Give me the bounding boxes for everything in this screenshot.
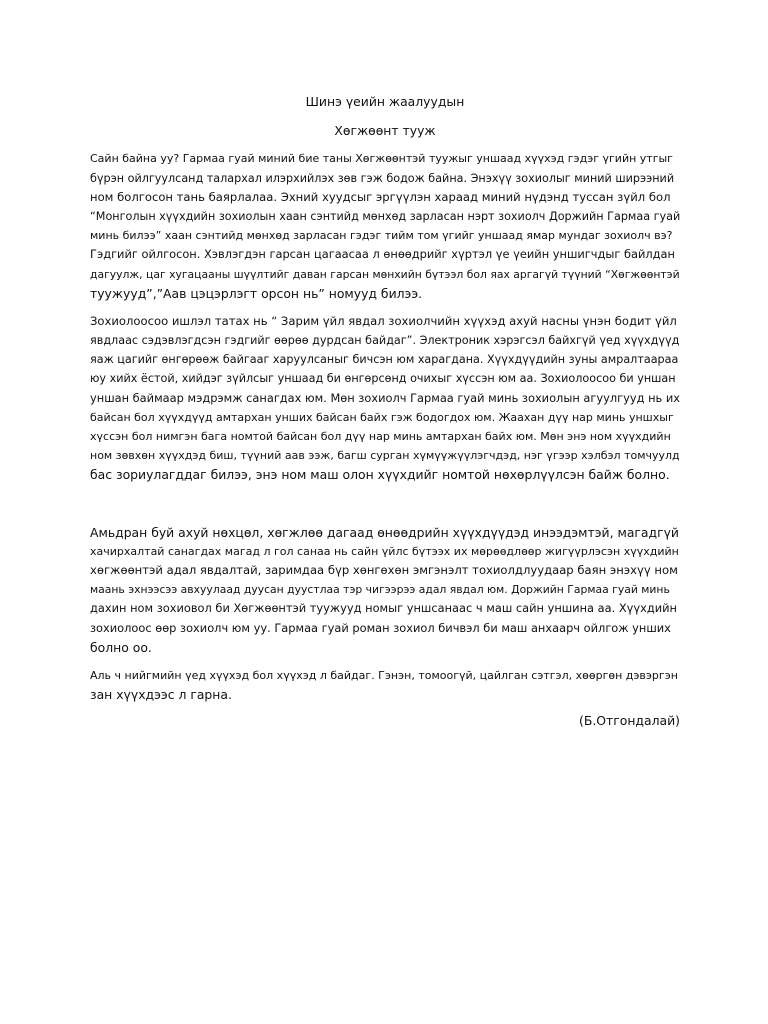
paragraph-line: зохиолоос өөр зохиолч юм уу. Гармаа гуай роман зохиол бичвэл би маш анхаарч ойлгож унших	[90, 620, 671, 635]
paragraph-line: юу хийх ёстой, хийдэг зүйлсыг уншаад би өнгөрсөнд очихыг хүссэн юм аа. Зохиолоосоо би уншан	[90, 372, 676, 386]
document-subtitle: Хөгжөөнт тууж	[334, 123, 436, 139]
paragraph-line: Амьдран буй ахуй нөхцөл, хөгжлөө дагаад өнөөдрийн хүүхдүүдэд инээдэмтэй, магадгүй	[90, 524, 679, 540]
paragraph-line: Сайн байна уу? Гармаа гуай миний бие таны Хөгжөөнтэй туужыг уншаад хүүхэд гэдэг үгийн утгыг	[90, 152, 673, 166]
paragraph-line: дагуулж, цаг хугацааны шүүлтийг даван гарсан мөнхийн бүтээл бол яах аргагүй түүний “Хөгжөөнтэй	[90, 267, 680, 281]
paragraph-line: “Монголын хүүхдийн зохиолын хаан сэнтийд мөнхөд зарласан нэрт зохиолч Доржийн Гармаа гуай	[90, 209, 681, 223]
paragraph-1	[90, 149, 680, 303]
paragraph-line: минь билээ” хаан сэнтийд мөнхөд зарласан гэдэг тийм том үгийг уншаад ямар мундаг зохиолч вэ?	[90, 229, 673, 243]
paragraph-line: Зохиолоосоо ишлэл татах нь “ Зарим үйл явдал зохиолчийн хүүхэд ахуй насны үнэн бодит үйл	[90, 313, 677, 328]
paragraph-line: уншан баймаар мэдрэмж санагдах юм. Мөн зохиолч Гармаа гуай минь зохиолын агуулгууд нь их	[90, 390, 681, 405]
document-page	[90, 92, 680, 730]
paragraph-line: бүрэн ойлгуулсанд талархал илэрхийлэх зөв гэж бодож байна. Энэхүү зохиолыг миний ширээний	[90, 171, 675, 185]
paragraph-line: дахин ном зохиовол би Хөгжөөнтэй туужууд номыг уншсанаас ч маш сайн уншина аа. Хүүхдийн	[90, 601, 677, 616]
paragraph-3	[90, 523, 680, 657]
paragraph-line: Аль ч нийгмийн үед хүүхэд бол хүүхэд л байдаг. Гэнэн, томоогүй, цайлган сэтгэл, хөөргөн дэвэргэн	[90, 668, 678, 682]
paragraph-line: яаж цагийг өнгөрөөж байгааг харуулсаныг бичсэн юм харагдана. Хүүхдүүдийн зуны амралтаараа	[90, 353, 679, 367]
paragraph-2	[90, 312, 680, 485]
paragraph-line: хачирхалтай санагдах магад л гол санаа нь сайн үйлс бүтээх их мөрөөдлөөр жигүүрлэсэн хүүхдийн	[90, 544, 679, 558]
paragraph-line: маань эхнээсээ авхуулаад дуусан дуустлаа тэр чигээрээ адал явдал юм. Доржийн Гармаа гуай минь	[90, 583, 670, 597]
paragraph-line: явдлаас сэдэвлэгдсэн гэдгийг өөрөө дурдсан байдаг”. Электроник хэрэгсэл байхгүй үед хүүхдүүд	[90, 334, 680, 348]
paragraph-line: хөгжөөнтэй адал явдалтай, заримдаа бүр хөнгөхөн эмгэнэлт тохиолдлуудаар баян энэхүү ном	[90, 562, 678, 577]
paragraph-4	[90, 666, 680, 704]
paragraph-line: ном зөвхөн хүүхдэд биш, түүний аав ээж, багш сурган хүмүүжүүлэгчдэд, нэг үгээр хэлбэл томчуулд	[90, 449, 680, 463]
document-title: Шинэ үеийн жаалуудын	[305, 94, 465, 109]
paragraph-line: туужууд”,”Аав цэцэрлэгт орсон нь” номууд билээ.	[90, 285, 423, 301]
paragraph-line: зан хүүхдээс л гарна.	[90, 687, 232, 703]
paragraph-line: хүссэн бол нимгэн бага номтой байсан бол дүү нар минь амтархан байх юм. Мөн энэ ном хүүхдийн	[90, 430, 671, 443]
paragraph-line: бас зориулагддаг билээ, энэ ном маш олон хүүхдийг номтой нөхөрлүүлсэн байж болно.	[90, 467, 670, 483]
paragraph-line: болно оо.	[90, 639, 152, 655]
author-signature: (Б.Отгондалай)	[579, 713, 680, 729]
paragraph-line: байсан бол хүүхдүүд амтархан унших байсан байх гэж бодогдох юм. Жаахан дүү нар минь уншхыг	[90, 410, 674, 424]
paragraph-line: ном болгосон тань баярлалаа. Эхний хуудсыг эргүүлэн хараад миний нүдэнд туссан зүйл бол	[90, 189, 671, 204]
paragraph-line: Гэдгийг ойлгосон. Хэвлэгдэн гарсан цагаасаа л өнөөдрийг хүртэл үе үеийн уншигчдыг байлдан	[90, 247, 675, 262]
